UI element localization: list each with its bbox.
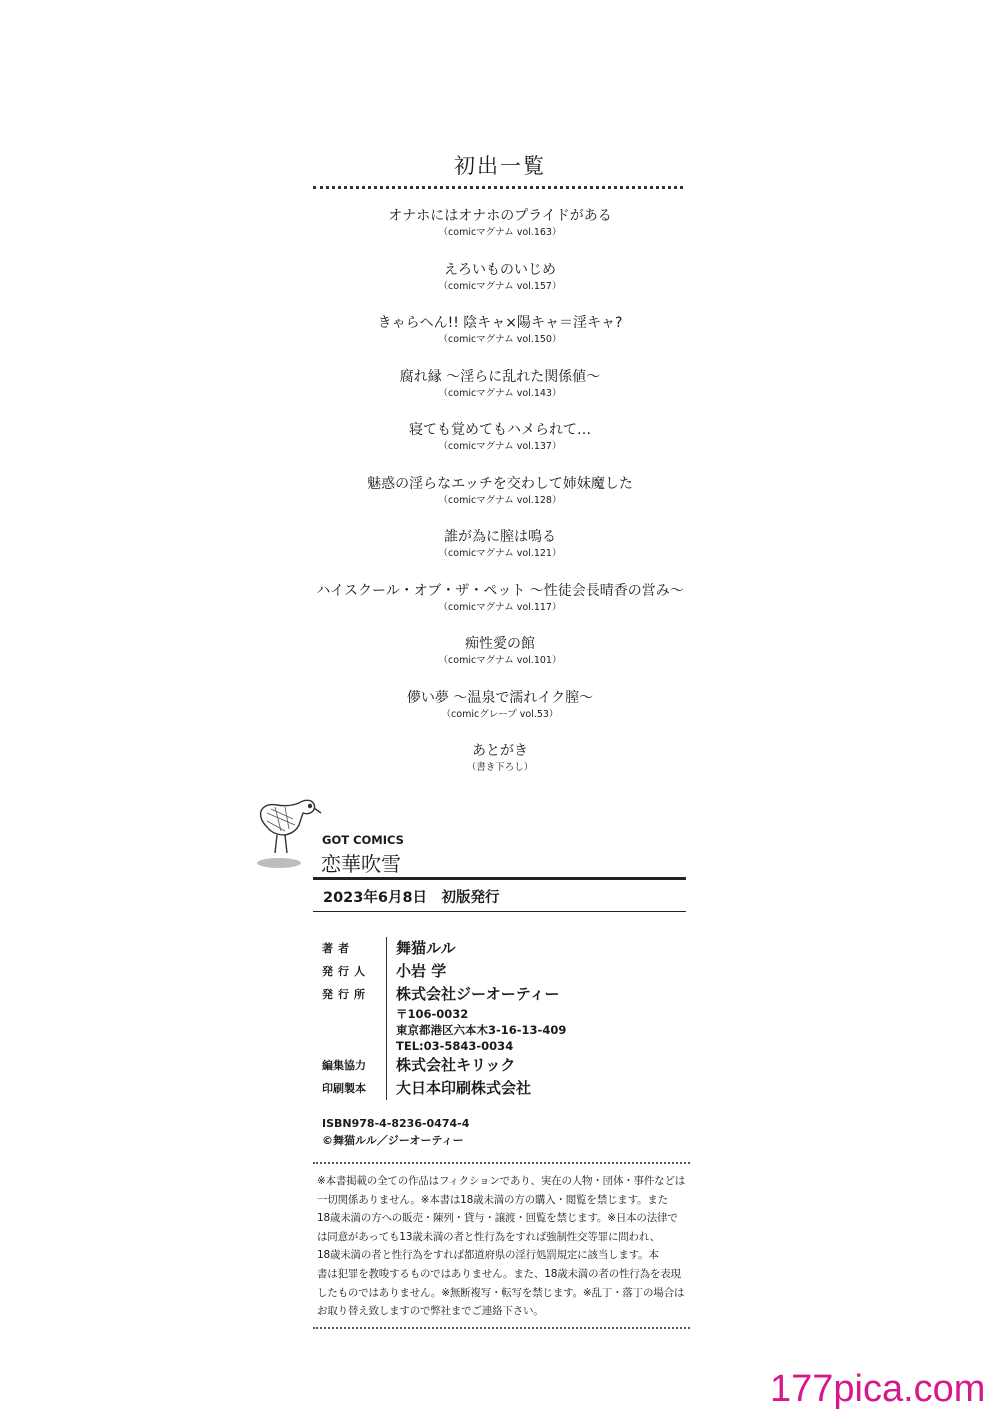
credit-separator [386,1054,387,1077]
toc-entry-title: 儚い夢 ～温泉で濡れイク膣～ [406,689,594,706]
credit-separator [386,983,387,1054]
toc-entry [300,474,700,528]
toc-entry-title: オナホにはオナホのプライドがある [388,208,612,224]
toc-entry-title: あとがき [472,743,528,759]
notice-line: お取り替え致しますので弊社までご連絡下さい。 [317,1305,544,1318]
telephone: TEL:03-5843-0034 [396,1039,514,1053]
toc-entry-title: 寝ても覚めてもハメられて… [409,422,591,438]
credit-separator [386,937,387,960]
book-title: 恋華吹雪 [321,852,401,876]
toc-entry-source: （comicマグナム vol.163） [438,227,562,238]
credit-value: 株式会社キリック [396,1056,516,1074]
toc-entry-title: ハイスクール・オブ・ザ・ペット ～性徒会長晴香の営み～ [316,582,684,599]
toc-entry [300,206,700,260]
toc-entry-source: （comicマグナム vol.137） [438,441,562,452]
credit-row-editing [322,1054,682,1077]
notice-line: 書は犯罪を教唆するものではありません。また、18歳未満の者の性行為を表現 [317,1267,681,1280]
toc-entry-title: 痴性愛の館 [465,636,535,652]
toc-entry-source: （comicマグナム vol.157） [438,280,562,292]
credit-label: 発行人 [322,965,370,978]
credit-row-publisher-person [322,960,682,983]
toc-entry [300,634,700,688]
toc-entry [300,581,700,635]
credit-value: 株式会社ジーオーティー [396,985,560,1003]
copyright: ©舞猫ルル／ジーオーティー [322,1134,464,1147]
title-rule [313,877,686,880]
toc-entry-source: （comicマグナム vol.128） [438,494,562,506]
toc-entry [300,260,700,314]
credit-row-printing [322,1077,682,1100]
street-address: 東京都港区六本木3-16-13-409 [396,1023,567,1037]
bird-mascot-icon [255,795,325,870]
toc-dotted-divider [313,186,683,189]
credit-value: 舞猫ルル [396,939,456,957]
credit-value: 小岩 学 [396,962,447,980]
toc-entry [300,741,700,795]
legal-notice [313,1162,690,1329]
toc-entry-title: きゃらへん!! 陰キャ×陽キャ＝淫キャ? [377,315,623,331]
toc-entry-title: 誰が為に膣は鳴る [444,529,556,545]
toc-entry-title: 魅惑の淫らなエッチを交わして姉妹魔した [367,475,633,492]
credits-block [322,937,682,1100]
postal-code: 〒106-0032 [396,1007,469,1021]
toc-entry [300,527,700,581]
date-rule [313,911,686,912]
toc-entry [300,313,700,367]
notice-line: したものではありません。※無断複写・転写を禁じます。※乱丁・落丁の場合は [317,1286,685,1299]
notice-line: 18歳未満の方への販売・陳列・貸与・譲渡・回覧を禁じます。※日本の法律で [317,1212,678,1225]
credit-label: 著者 [322,942,354,955]
notice-line: 一切関係ありません。※本書は18歳未満の方の購入・閲覧を禁じます。また [317,1193,668,1206]
notice-line: ※本書掲載の全ての作品はフィクションであり、実在の人物・団体・事件などは [317,1175,686,1187]
credit-row-publisher [322,983,682,1054]
toc-entry-title: 腐れ縁 ～淫らに乱れた関係値～ [399,368,601,385]
toc-list [300,206,700,795]
toc-entry-source: （comicマグナム vol.121） [438,548,562,559]
toc-entry-source: （comicマグナム vol.143） [438,387,562,399]
publication-date: 2023年6月8日 初版発行 [323,890,500,906]
notice-line: 18歳未満の者と性行為をすれば都道府県の淫行処罰規定に該当します。本 [317,1249,659,1262]
credit-row-author [322,937,682,960]
site-watermark: 177pica.com [770,1368,986,1410]
toc-entry-title: えろいものいじめ [444,261,556,278]
toc-entry-source: （comicマグナム vol.117） [438,601,562,613]
toc-entry [300,420,700,474]
toc-entry [300,367,700,421]
credit-label: 発行所 [322,988,370,1001]
isbn-block [322,1115,469,1149]
credit-separator [386,1077,387,1100]
toc-heading: 初出一覧 [454,154,546,178]
isbn: ISBN978-4-8236-0474-4 [322,1117,470,1130]
credit-value: 大日本印刷株式会社 [396,1079,532,1097]
notice-line: は同意があっても13歳未満の者と性行為をすれば強制性交等罪に問われ、 [317,1230,661,1243]
credit-separator [386,960,387,983]
toc-entry [300,688,700,742]
publisher-brand: GOT COMICS [322,833,404,847]
toc-entry-source: （comicマグナム vol.150） [438,334,562,345]
toc-entry-source: （comicグレープ vol.53） [441,708,559,720]
credit-label: 印刷製本 [322,1082,366,1095]
toc-entry-source: （書き下ろし） [466,762,534,773]
toc-entry-source: （comicマグナム vol.101） [438,655,562,666]
credit-label: 編集協力 [322,1059,366,1072]
